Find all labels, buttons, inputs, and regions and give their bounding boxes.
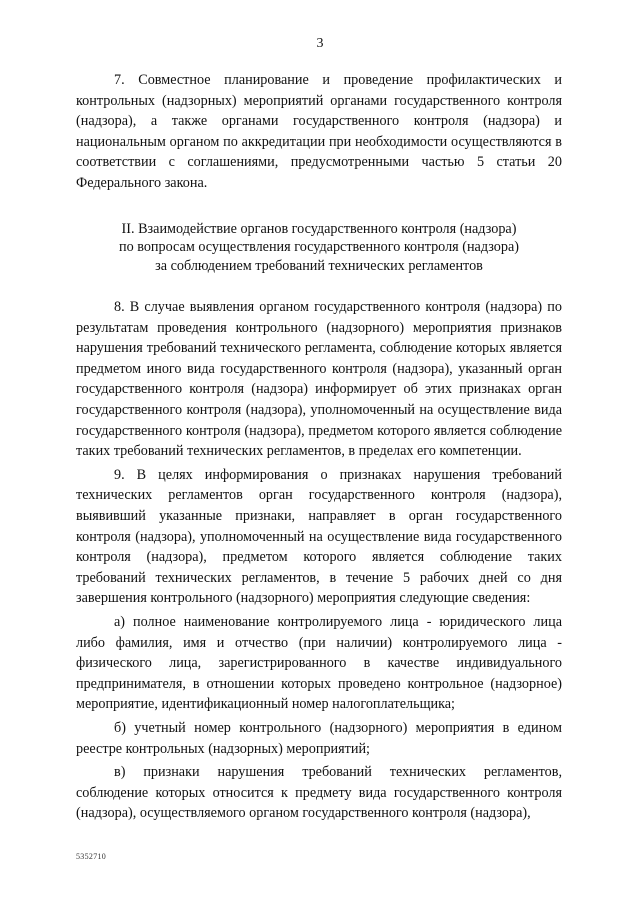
paragraph-7: 7. Совместное планирование и проведение профилактических и контрольных (надзорных) мероприятий органами государственного контроля (надзора), а также органами государственного контроля (надзора) и национальным органом по аккредитации при необходимости осуществляются в соответствии с соглашениями, предусмотренными частью 5 статьи 20 Федерального закона.: [76, 72, 562, 191]
list-item-a: а) полное наименование контролируемого лица - юридического лица либо фамилия, имя и отчество (при наличии) контролируемого лица - физического лица, зарегистрированного в качестве индивидуального предпринимателя, в отношении которых проведено контрольное (надзорное) мероприятие, идентификационный номер налогоплательщика;: [76, 613, 562, 713]
section-heading-line: по вопросам осуществления государственного контроля (надзора): [119, 239, 519, 256]
section-heading-line: за соблюдением требований технических регламентов: [155, 257, 483, 274]
paragraph-9: 9. В целях информирования о признаках нарушения требований технических регламентов орган государственного контроля (надзора), выявивший указанные признаки, направляет в орган государственного контроля (надзора), уполномоченный на осуществление вида государственного контроля (надзора), предметом которого является соблюдение таких требований технических регламентов, в течение 5 рабочих дней со дня завершения контрольного (надзорного) мероприятия следующие сведения:: [76, 466, 562, 607]
section-heading-line: II. Взаимодействие органов государственного контроля (надзора): [121, 220, 517, 237]
list-item-b: б) учетный номер контрольного (надзорного) мероприятия в едином реестре контрольных (надзорных) мероприятий;: [76, 719, 562, 757]
page-number: 3: [316, 36, 324, 51]
document-code: 5352710: [76, 852, 107, 861]
paragraph-8: 8. В случае выявления органом государственного контроля (надзора) по результатам проведения контрольного (надзорного) мероприятия признаков нарушения требований технического регламента, соблюдение которых является предметом иного вида государственного контроля (надзора), указанный орган государственного контроля (надзора) информирует об этих признаках орган государственного контроля (надзора), уполномоченный на осуществление вида государственного контроля (надзора), предметом которого является соблюдение таких требований технических регламентов, в пределах его компетенции.: [76, 299, 562, 460]
list-item-v: в) признаки нарушения требований технических регламентов, соблюдение которых относится к предмету вида государственного контроля (надзора), осуществляемого органом государственного контроля (надзора),: [76, 764, 562, 822]
section-heading: [76, 220, 562, 276]
document-body: [76, 70, 562, 824]
